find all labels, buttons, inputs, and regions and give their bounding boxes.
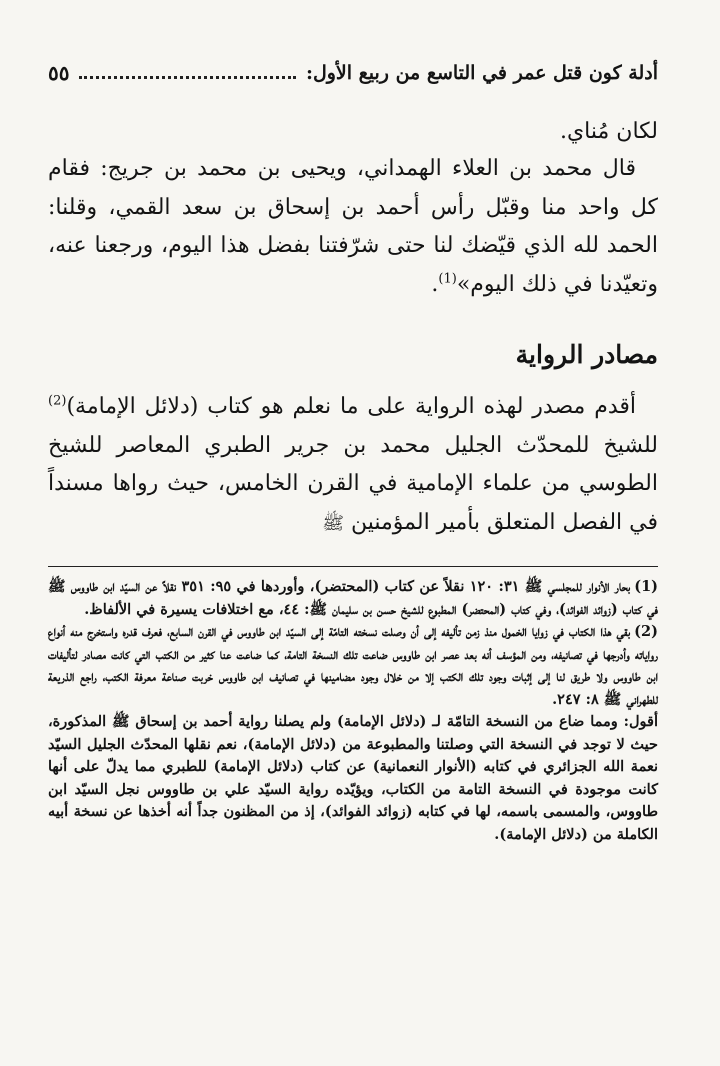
paragraph-2-end: .: [431, 271, 439, 297]
running-header: [48, 58, 658, 88]
paragraph-3-text-a: أقدم مصدر لهذه الرواية على ما نعلم هو كتاب (دلائل الإمامة): [66, 394, 636, 419]
footnote-2: [48, 621, 658, 711]
footnote-2-number: (2): [634, 623, 658, 640]
footnote-1-number: (1): [634, 578, 659, 595]
footnote-1: [48, 576, 658, 621]
paragraph-2-text: قال محمد بن العلاء الهمداني، ويحيى بن محمد بن جريج: فقام كل واحد منا وقبّل رأس أحمد بن إسحاق بن سعد القمي، وقلنا: الحمد لله الذي قيّضك لنا حتى شرّفتنا بفضل هذا اليوم، ورجعنا عنه، وتعيّدنا في ذلك اليوم»: [48, 156, 658, 297]
running-header-title: أدلة كون قتل عمر في التاسع من ربيع الأول:: [305, 62, 658, 84]
footnote-1-text: بحار الأنوار للمجلسي ﷺ ٣١: ١٢٠ نقلاً عن كتاب (المحتضر)، وأوردها في ٩٥: ٣٥١ نقلاً عن السيّد ابن طاووس ﷺ في كتاب (زوائد الفوائد)، وفي كتاب (المحتضر) المطبوع للشيخ حسن بن سليمان ﷺ: ٤٤، مع اختلافات يسيرة في الألفاظ.: [48, 578, 658, 618]
footnotes-section: [48, 576, 658, 846]
footnote-divider: [48, 566, 658, 567]
paragraph-3-text-b: للشيخ للمحدّث الجليل محمد بن جرير الطبري المعاصر للشيخ الطوسي من علماء الإمامية في القرن الخامس، حيث رواها مسنداً في الفصل المتعلق بأمير المؤمنين: [48, 432, 658, 535]
header-dotted-leader: [79, 76, 295, 79]
paragraph-2: [48, 150, 658, 304]
paragraph-1: لكان مُناي.: [559, 119, 658, 144]
footnote-2-text: بقي هذا الكتاب في زوايا الخمول منذ زمن تأليفه إلى أن وصلت نسخته التامّة إلى السيّد ابن طاووس في القرن السابع، فعرف قدره واستخرج منه أنواع رواياته وأدرجها في تصانيفه، ومن المؤسف أنه بعد عصر ابن طاووس ضاعت تلك النسخة التامة، كما ضاعت عنا كثير من الكتب التي كانت مصادر لتأليفات ابن طاووس ولا طريق لنا إلى إثبات وجود تلك الكتب إلا من خلال وجود مضامينها في تصانيف ابن طاووس خربت صناعة معرفة الكتب، راجع الذريعة للطهراني ﷺ ٨: ٢٤٧.: [48, 623, 658, 708]
footnote-ref-2[interactable]: (2): [48, 393, 67, 409]
footnote-2-continuation: أقول: ومما ضاع من النسخة التامّة لـ (دلائل الإمامة) ولم يصلنا رواية أحمد بن إسحاق ﷺ المذكورة، حيث لا توجد في النسخة التي وصلتنا والمطبوعة من (دلائل الإمامة)، نعم نقلها المحدّث الجليل السيّد نعمة الله الجزائري في كتابه (الأنوار النعمانية) عن كتاب (دلائل الإمامة) للطبري مما يدلّ على أنها كانت موجودة في النسخة التامة من الكتاب، ويؤيّده رواية السيّد علي بن طاووس نجل السيّد ابن طاووس، والمسمى باسمه، لها في كتابه (زوائد الفوائد)، إذ من المظنون جداً أنه أخذها عن نسخة أبيه الكاملة من (دلائل الإمامة).: [48, 713, 658, 843]
footnote-ref-1[interactable]: (1): [438, 271, 457, 287]
paragraph-3: [48, 388, 658, 543]
section-heading: مصادر الرواية: [515, 340, 658, 369]
honorific-symbol: ﷺ: [322, 512, 344, 534]
page-number: ٥٥: [48, 61, 70, 85]
